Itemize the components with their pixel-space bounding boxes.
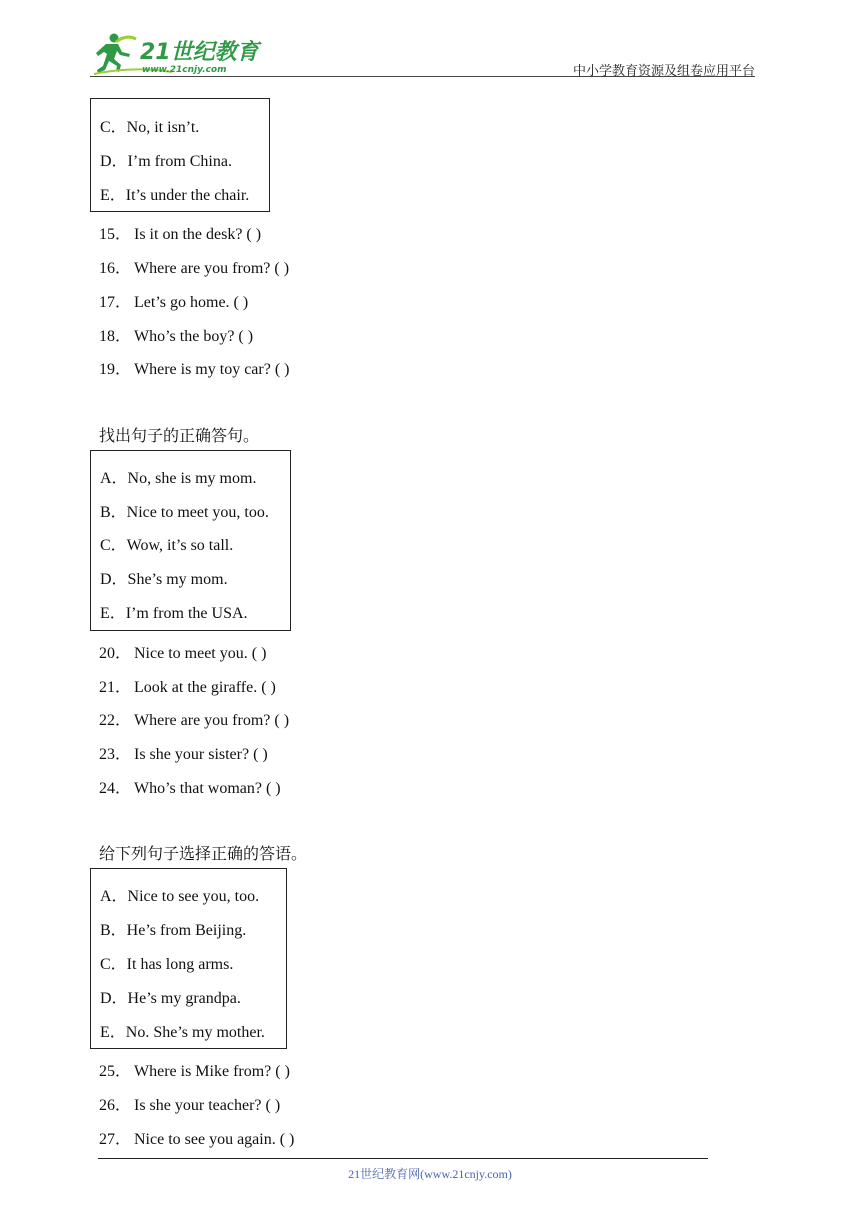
question-text: Is it on the desk? ( ) (134, 226, 262, 243)
footer-divider (98, 1158, 708, 1159)
option-e: E．It’s under the chair. (100, 187, 250, 204)
options-box (90, 450, 291, 631)
option-a: A．Nice to see you, too. (100, 888, 260, 905)
question-text: Is she your sister? ( ) (134, 746, 268, 763)
site-logo (92, 32, 262, 76)
section-instruction: 找出句子的正确答句。 (99, 426, 260, 445)
svg-text:www.21cnjy.com: www.21cnjy.com (142, 65, 227, 75)
question-21 (99, 674, 276, 697)
section-instruction: 给下列句子选择正确的答语。 (99, 844, 308, 863)
question-number: 25． (99, 1063, 132, 1080)
header-tagline: 中小学教育资源及组卷应用平台 (572, 63, 755, 78)
question-18 (99, 323, 253, 346)
question-26 (99, 1092, 280, 1115)
question-number: 17． (99, 294, 132, 311)
question-number: 15． (99, 226, 132, 243)
question-number: 21． (99, 679, 132, 696)
question-number: 27． (99, 1131, 132, 1148)
question-number: 20． (99, 645, 132, 662)
options-box (90, 868, 287, 1049)
footer-link[interactable]: 21世纪教育网(www.21cnjy.com) (348, 1167, 512, 1181)
option-b: B．He’s from Beijing. (100, 922, 247, 939)
question-15 (99, 221, 261, 244)
page-header (90, 30, 755, 80)
question-text: Where are you from? ( ) (134, 260, 290, 277)
question-number: 22． (99, 712, 132, 729)
question-16 (99, 255, 289, 278)
option-c: C．No, it isn’t. (100, 119, 200, 136)
question-text: Where are you from? ( ) (134, 712, 290, 729)
question-text: Nice to see you again. ( ) (134, 1131, 295, 1148)
option-b: B．Nice to meet you, too. (100, 504, 269, 521)
question-number: 24． (99, 780, 132, 797)
question-23 (99, 741, 268, 764)
option-c: C．It has long arms. (100, 956, 234, 973)
header-divider (90, 76, 755, 77)
question-20 (99, 640, 266, 663)
option-d: D．I’m from China. (100, 153, 232, 170)
svg-text:21世纪教育: 21世纪教育 (140, 40, 259, 65)
option-e: E．I’m from the USA. (100, 605, 248, 622)
option-a: A．No, she is my mom. (100, 470, 257, 487)
option-d: D．She’s my mom. (100, 571, 228, 588)
question-number: 16． (99, 260, 132, 277)
options-box (90, 98, 270, 212)
option-e: E．No. She’s my mother. (100, 1024, 265, 1041)
question-27 (99, 1126, 294, 1149)
question-text: Who’s that woman? ( ) (134, 780, 281, 797)
question-text: Let’s go home. ( ) (134, 294, 249, 311)
question-text: Is she your teacher? ( ) (134, 1097, 281, 1114)
option-d: D．He’s my grandpa. (100, 990, 241, 1007)
question-17 (99, 289, 248, 312)
question-24 (99, 775, 281, 798)
question-number: 26． (99, 1097, 132, 1114)
question-text: Where is my toy car? ( ) (134, 361, 290, 378)
question-text: Who’s the boy? ( ) (134, 328, 254, 345)
question-number: 23． (99, 746, 132, 763)
question-number: 18． (99, 328, 132, 345)
question-text: Look at the giraffe. ( ) (134, 679, 276, 696)
option-c: C．Wow, it’s so tall. (100, 537, 234, 554)
question-text: Nice to meet you. ( ) (134, 645, 267, 662)
question-19 (99, 356, 289, 379)
question-25 (99, 1058, 290, 1081)
question-number: 19． (99, 361, 132, 378)
question-22 (99, 707, 289, 730)
question-text: Where is Mike from? ( ) (134, 1063, 290, 1080)
